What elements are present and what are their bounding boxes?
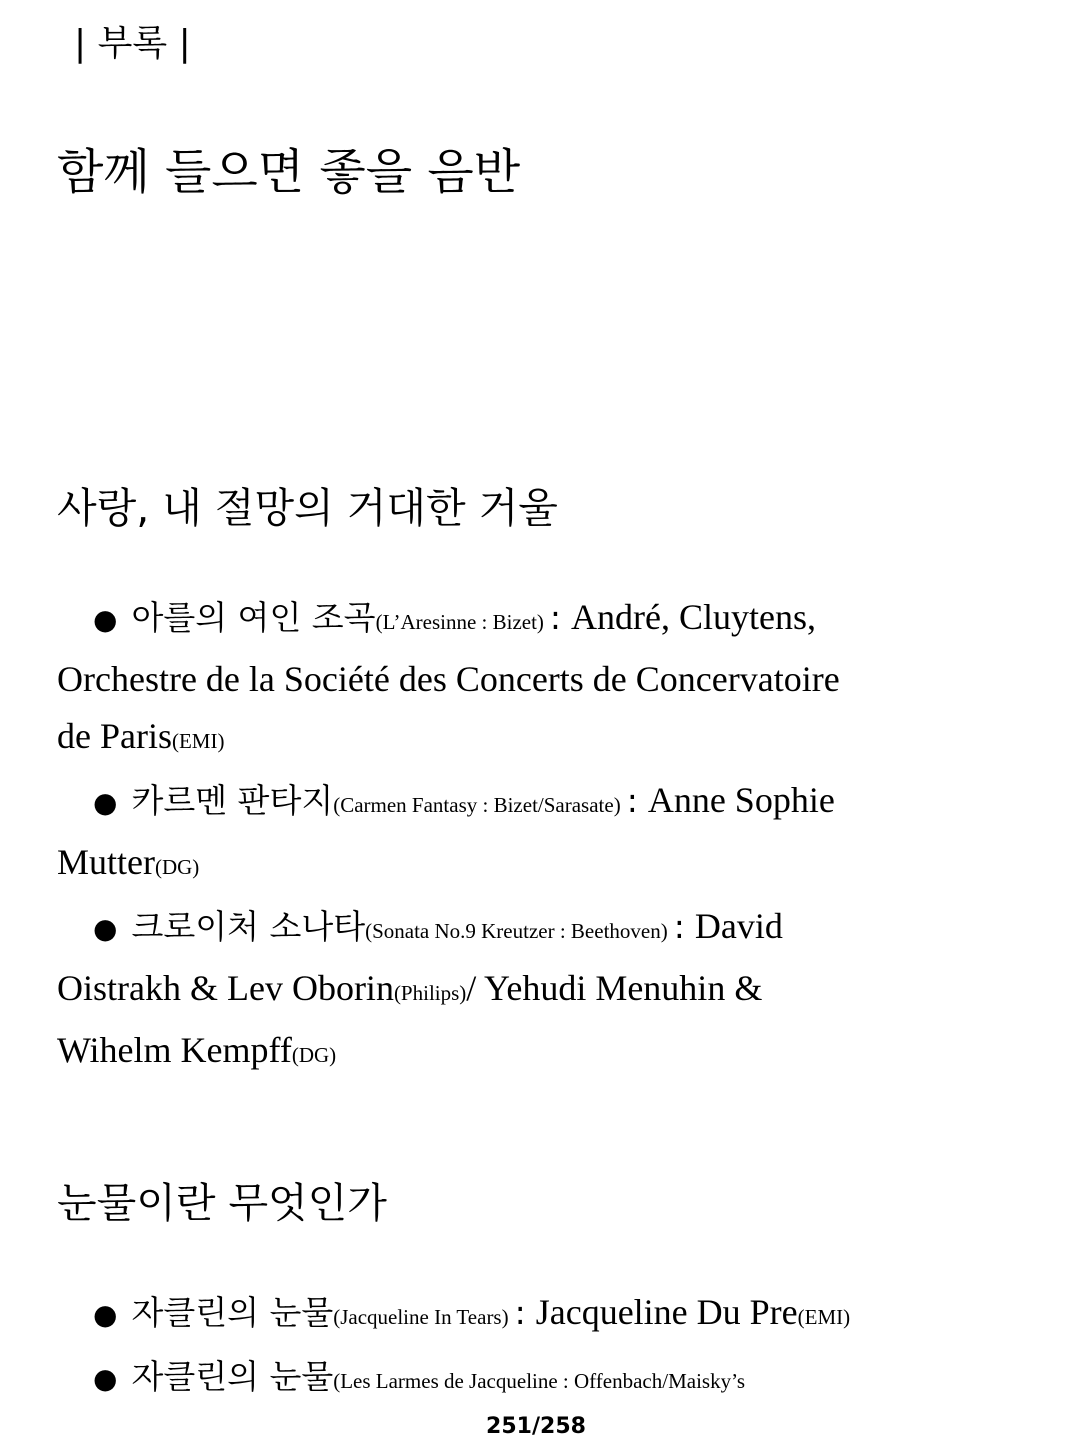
album-list-tears [57,1283,1032,1411]
album-entry-carmen-continued [57,833,1032,897]
album-entry-arlesienne-continued [57,707,1032,771]
album-entry-arlesienne-continued [57,650,1032,709]
album-entry-jacqueline-tears [57,1283,1032,1347]
album-korean-title: 크로이처 소나타 [131,907,366,946]
album-entry-kreutzer [57,897,1032,961]
album-performer: Wihelm Kempff [57,1030,292,1070]
bullet-icon: ● [93,603,118,636]
album-original-title: (Jacqueline In Tears) [333,1305,509,1329]
album-original-title: (Carmen Fantasy : Bizet/Sarasate) [333,793,621,817]
separator-colon: : [514,1293,526,1332]
album-performer: / Yehudi Menuhin & [466,968,763,1008]
separator-colon: : [626,781,638,820]
album-performer: Oistrakh & Lev Oborin [57,968,394,1008]
album-entry-larmes-jacqueline [57,1347,1032,1411]
album-korean-title: 아를의 여인 조곡 [131,598,376,637]
bullet-icon: ● [93,1362,118,1395]
album-korean-title: 자클린의 눈물 [131,1293,334,1332]
section-title-tears: 눈물이란 무엇인가 [57,1179,387,1227]
album-performer: de Paris [57,716,172,756]
album-korean-title: 자클린의 눈물 [131,1357,334,1396]
album-performer: Anne Sophie [647,780,835,820]
album-original-title: (L’Aresinne : Bizet) [375,610,544,634]
bullet-icon: ● [93,912,118,945]
album-entry-kreutzer-continued [57,959,1032,1023]
album-performer: Orchestre de la Société des Concerts de Concervatoire [57,659,840,699]
bullet-icon: ● [93,786,118,819]
album-entry-kreutzer-continued [57,1021,1032,1085]
separator-colon: : [673,907,685,946]
album-label: (DG) [154,855,200,879]
bullet-icon: ● [93,1298,118,1331]
album-list-love [57,588,1032,1085]
page-number: 251/258 [486,1414,586,1439]
album-performer: Mutter [57,842,155,882]
album-performer: André, Cluytens, [571,597,817,637]
album-entry-carmen [57,771,1032,835]
album-label: (EMI) [171,729,225,753]
album-original-title: (Les Larmes de Jacqueline : Offenbach/Maisky’s [333,1369,746,1393]
album-label: (EMI) [797,1305,851,1329]
album-original-title: (Sonata No.9 Kreutzer : Beethoven) [365,919,668,943]
separator-colon: : [549,598,562,637]
album-performer: Jacqueline Du Pre [535,1292,798,1332]
album-entry-arlesienne [57,588,1032,652]
album-performer: David [694,906,783,946]
appendix-label: | 부록 | [74,23,191,64]
section-title-love: 사랑, 내 절망의 거대한 거울 [57,484,558,532]
album-label: (DG) [291,1043,337,1067]
album-label: (Philips) [393,981,467,1005]
album-korean-title: 카르멘 판타지 [131,781,334,820]
page-title: 함께 들으면 좋을 음반 [57,144,521,200]
